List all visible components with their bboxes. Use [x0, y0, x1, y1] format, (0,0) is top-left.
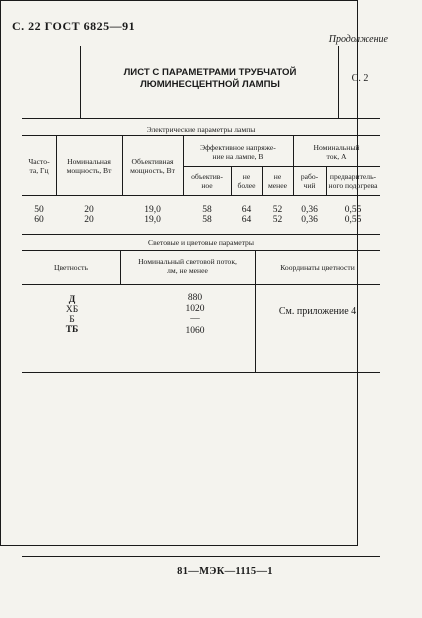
col-coordinates-header: Координаты цветности — [280, 263, 355, 272]
col-objective-power-header: Объективная мощность, Вт — [130, 157, 175, 175]
cell-eff-max: 64 — [241, 215, 252, 225]
cell-eff-objective: 58 — [202, 205, 212, 215]
light-header-bottom-rule — [22, 284, 380, 285]
col-current-working-header: рабо- чий — [300, 172, 319, 190]
title-right-divider — [338, 46, 339, 118]
cell-current-working: 0,36 — [301, 205, 318, 215]
col-flux-header: Номинальный световой поток, лм, не менее — [138, 257, 237, 275]
sheet-title-line1: ЛИСТ С ПАРАМЕТРАМИ ТРУБЧАТОЙ — [123, 67, 297, 78]
cell-eff-min: 52 — [272, 215, 283, 225]
color-code: Б — [69, 315, 75, 325]
title-left-divider — [80, 46, 81, 118]
color-code: ТБ — [65, 325, 79, 335]
cell-objective-power: 19,0 — [144, 205, 161, 215]
flux-value: 880 — [187, 293, 203, 303]
col-current-preheat-header: предваритель- ного подогрева — [328, 172, 378, 190]
continuation-label: Продолжение — [328, 34, 388, 45]
cell-freq: 50 — [34, 205, 44, 215]
cell-eff-min: 52 — [272, 205, 283, 215]
color-code: ХБ — [65, 305, 79, 315]
col-current-header: Номинальный ток, А — [313, 143, 360, 161]
light-table-bottom-rule — [22, 372, 380, 373]
footer-rule — [22, 556, 380, 557]
col-eff-objective-header: объектив- ное — [191, 172, 223, 190]
cell-eff-max: 64 — [241, 205, 252, 215]
cell-current-preheat: 0,55 — [344, 205, 362, 215]
cell-nominal-power: 20 — [84, 215, 94, 225]
electrical-data-rule — [22, 195, 380, 196]
flux-value: — — [190, 314, 200, 324]
electrical-section-title: Электрические параметры лампы — [146, 125, 256, 134]
light-section-rule — [22, 234, 380, 235]
color-code: Д — [68, 295, 76, 305]
footer-code: 81—МЭК—1115—1 — [177, 566, 273, 577]
cell-freq: 60 — [34, 215, 44, 225]
flux-value: 1060 — [185, 326, 205, 336]
cell-eff-objective: 58 — [202, 215, 212, 225]
flux-value: 1020 — [185, 304, 205, 314]
coordinates-note: См. приложение 4 — [278, 306, 357, 317]
subheader-rule — [183, 166, 380, 167]
sheet-number: С. 2 — [351, 73, 369, 84]
sheet-title-line2: ЛЮМИНЕСЦЕНТНОЙ ЛАМПЫ — [140, 79, 280, 90]
cell-current-working: 0,36 — [301, 215, 318, 225]
light-section-title: Световые и цветовые параметры — [148, 238, 254, 247]
light-header-top-rule — [22, 250, 380, 251]
cell-objective-power: 19,0 — [144, 215, 161, 225]
cell-current-preheat: 0,55 — [344, 215, 362, 225]
electrical-header-rule — [22, 135, 380, 136]
sheet-title — [84, 67, 336, 91]
col-eff-max-header: не более — [237, 172, 256, 190]
title-bottom-rule — [22, 118, 380, 119]
col-nominal-power-header: Номинальная мощность, Вт — [66, 157, 112, 175]
col-color-header: Цветность — [54, 263, 88, 272]
col-eff-min-header: не менее — [268, 172, 287, 190]
page-header: С. 22 ГОСТ 6825—91 — [12, 19, 136, 33]
cell-nominal-power: 20 — [84, 205, 94, 215]
col-effective-voltage-header: Эффективное напряже- ние на лампе, В — [200, 143, 276, 161]
col-freq-header: Часто- та, Гц — [28, 157, 50, 175]
